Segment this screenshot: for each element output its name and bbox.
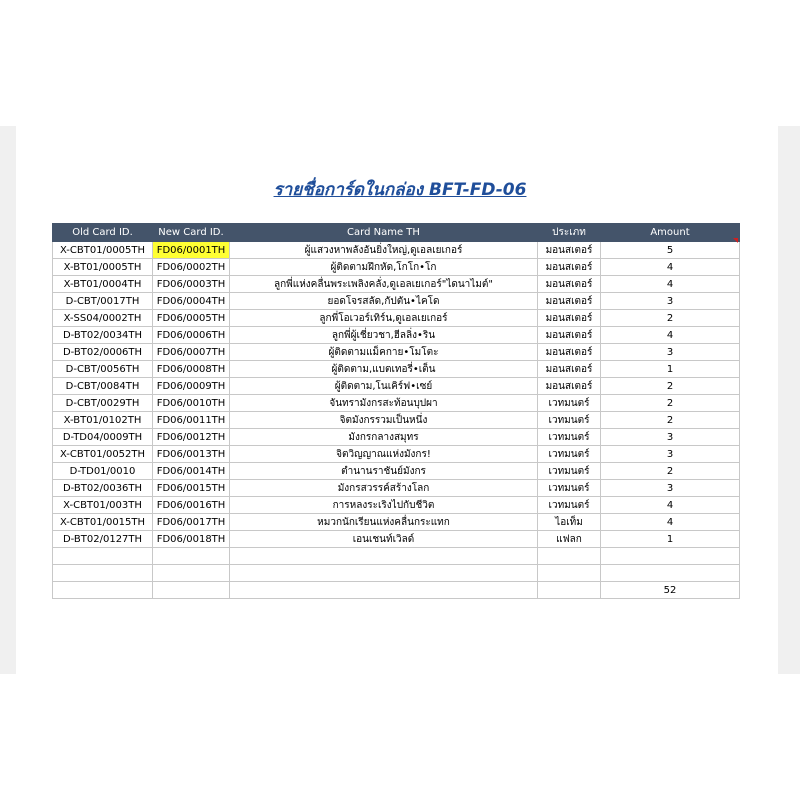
old-card-id-cell[interactable]: D-BT02/0127TH [53,531,153,548]
amount-cell[interactable]: 3 [601,293,740,310]
empty-cell[interactable] [53,565,153,582]
type-cell[interactable]: มอนสเตอร์ [538,293,601,310]
new-card-id-cell[interactable]: FD06/0004TH [153,293,230,310]
table-row [53,276,740,293]
empty-row [53,565,740,582]
amount-cell[interactable]: 3 [601,429,740,446]
amount-cell[interactable]: 4 [601,259,740,276]
table-row [53,259,740,276]
new-card-id-cell[interactable]: FD06/0012TH [153,429,230,446]
new-card-id-cell[interactable]: FD06/0009TH [153,378,230,395]
type-cell[interactable]: มอนสเตอร์ [538,310,601,327]
amount-cell[interactable]: 1 [601,531,740,548]
sheet-title: รายชื่อการ์ดในกล่อง BFT-FD-06 [273,180,527,200]
new-card-id-cell[interactable]: FD06/0003TH [153,276,230,293]
amount-cell[interactable]: 2 [601,378,740,395]
amount-cell[interactable]: 1 [601,361,740,378]
type-cell[interactable]: มอนสเตอร์ [538,327,601,344]
old-card-id-cell[interactable]: D-CBT/0084TH [53,378,153,395]
table-row [53,412,740,429]
table-row [53,293,740,310]
header-card-name[interactable]: Card Name TH [230,224,538,242]
type-cell[interactable]: มอนสเตอร์ [538,344,601,361]
old-card-id-cell[interactable]: D-BT02/0006TH [53,344,153,361]
header-old-card-id[interactable]: Old Card ID. [53,224,153,242]
table-row [53,242,740,259]
empty-cell[interactable] [153,565,230,582]
table-row [53,514,740,531]
card-name-cell[interactable]: ผู้ติดตาม,แบตเทอรี่•เต็น [230,361,538,378]
old-card-id-cell[interactable]: D-BT02/0034TH [53,327,153,344]
empty-row [53,548,740,565]
card-name-cell[interactable]: จันทรามังกรสะท้อนบุปผา [230,395,538,412]
header-new-card-id[interactable]: New Card ID. [153,224,230,242]
table-row [53,395,740,412]
new-card-id-cell[interactable]: FD06/0018TH [153,531,230,548]
old-card-id-cell[interactable]: X-CBT01/0052TH [53,446,153,463]
table-row [53,480,740,497]
table-row [53,531,740,548]
new-card-id-cell[interactable]: FD06/0007TH [153,344,230,361]
old-card-id-cell[interactable]: D-CBT/0017TH [53,293,153,310]
old-card-id-cell[interactable]: D-BT02/0036TH [53,480,153,497]
table-row [53,310,740,327]
type-cell[interactable]: เวทมนตร์ [538,480,601,497]
new-card-id-cell[interactable]: FD06/0013TH [153,446,230,463]
amount-cell[interactable]: 2 [601,310,740,327]
empty-cell[interactable] [230,582,538,599]
empty-cell[interactable] [53,582,153,599]
old-card-id-cell[interactable]: D-CBT/0056TH [53,361,153,378]
old-card-id-cell[interactable]: D-TD01/0010 [53,463,153,480]
card-name-cell[interactable]: มังกรสวรรค์สร้างโลก [230,480,538,497]
type-cell[interactable]: ไอเท็ม [538,514,601,531]
old-card-id-cell[interactable]: D-TD04/0009TH [53,429,153,446]
old-card-id-cell[interactable]: X-BT01/0102TH [53,412,153,429]
type-cell[interactable]: เวทมนตร์ [538,429,601,446]
type-cell[interactable]: มอนสเตอร์ [538,242,601,259]
amount-cell[interactable]: 2 [601,463,740,480]
empty-cell[interactable] [538,582,601,599]
comment-indicator-icon [733,238,738,243]
type-cell[interactable]: มอนสเตอร์ [538,276,601,293]
card-name-cell[interactable]: ยอดโจรสลัด,กัปตัน•ไคโด [230,293,538,310]
type-cell[interactable]: เวทมนตร์ [538,463,601,480]
old-card-id-cell[interactable]: D-CBT/0029TH [53,395,153,412]
card-name-cell[interactable]: ลูกพี่แห่งคลื่นพระเพลิงคลั่ง,ดูเอลเยเกอร์"ไดนาไมต์" [230,276,538,293]
amount-cell[interactable]: 4 [601,327,740,344]
amount-cell[interactable]: 3 [601,344,740,361]
empty-cell[interactable] [53,548,153,565]
old-card-id-cell[interactable]: X-SS04/0002TH [53,310,153,327]
new-card-id-cell[interactable]: FD06/0002TH [153,259,230,276]
table-row [53,344,740,361]
empty-cell[interactable] [601,565,740,582]
card-name-cell[interactable]: มังกรกลางสมุทร [230,429,538,446]
amount-cell[interactable]: 2 [601,395,740,412]
card-name-cell[interactable]: การหลงระเริงไปกับชีวิต [230,497,538,514]
new-card-id-cell[interactable]: FD06/0017TH [153,514,230,531]
old-card-id-cell[interactable]: X-BT01/0004TH [53,276,153,293]
amount-cell[interactable]: 5 [601,242,740,259]
type-cell[interactable]: มอนสเตอร์ [538,378,601,395]
amount-cell[interactable]: 4 [601,514,740,531]
card-name-cell[interactable]: จิตมังกรรวมเป็นหนึ่ง [230,412,538,429]
empty-cell[interactable] [153,582,230,599]
empty-cell[interactable] [601,548,740,565]
empty-cell[interactable] [230,565,538,582]
card-name-cell[interactable]: ผู้ติดตามแม็คกาย•โมโตะ [230,344,538,361]
table-row [53,327,740,344]
type-cell[interactable]: แฟลก [538,531,601,548]
header-amount[interactable]: Amount [601,224,740,242]
header-type[interactable]: ประเภท [538,224,601,242]
new-card-id-cell[interactable]: FD06/0008TH [153,361,230,378]
type-cell[interactable]: มอนสเตอร์ [538,361,601,378]
card-name-cell[interactable]: จิตวิญญาณแห่งมังกร! [230,446,538,463]
table-row [53,378,740,395]
empty-cell[interactable] [538,565,601,582]
amount-cell[interactable]: 4 [601,276,740,293]
table-row [53,446,740,463]
card-name-cell[interactable]: ผู้แสวงหาพลังอันยิ่งใหญ่,ดูเอลเยเกอร์ [230,242,538,259]
old-card-id-cell[interactable]: X-BT01/0005TH [53,259,153,276]
type-cell[interactable]: เวทมนตร์ [538,497,601,514]
amount-cell[interactable]: 3 [601,446,740,463]
table-row [53,361,740,378]
old-card-id-cell[interactable]: X-CBT01/0015TH [53,514,153,531]
card-name-cell[interactable]: ลูกพี่ผู้เชี่ยวชา,ฮีลลิ่ง•ริน [230,327,538,344]
empty-row [53,582,740,599]
new-card-id-cell[interactable]: FD06/0010TH [153,395,230,412]
old-card-id-cell[interactable]: X-CBT01/0005TH [53,242,153,259]
new-card-id-cell[interactable]: FD06/0011TH [153,412,230,429]
empty-cell[interactable] [230,548,538,565]
table-row [53,429,740,446]
type-cell[interactable]: เวทมนตร์ [538,412,601,429]
empty-cell[interactable] [153,548,230,565]
card-name-cell[interactable]: ลูกพี่โอเวอร์เทิร์น,ดูเอลเยเกอร์ [230,310,538,327]
card-name-cell[interactable]: หมวกนักเรียนแห่งคลื่นกระแทก [230,514,538,531]
header-row [53,224,740,242]
new-card-id-cell[interactable]: FD06/0001TH [153,242,230,259]
table-row [53,463,740,480]
amount-cell[interactable]: 3 [601,480,740,497]
old-card-id-cell[interactable]: X-CBT01/003TH [53,497,153,514]
card-name-cell[interactable]: ผู้ติดตาม,โนเคิร์ฟ•เซย์ [230,378,538,395]
type-cell[interactable]: เวทมนตร์ [538,446,601,463]
card-name-cell[interactable]: ผู้ติดตามฝึกหัด,โกโก•โก [230,259,538,276]
new-card-id-cell[interactable]: FD06/0006TH [153,327,230,344]
card-list-table [52,223,740,599]
table-row [53,497,740,514]
card-name-cell[interactable]: ตำนานราชันย์มังกร [230,463,538,480]
empty-cell[interactable] [538,548,601,565]
amount-total-cell[interactable]: 52 [601,582,740,599]
new-card-id-cell[interactable]: FD06/0014TH [153,463,230,480]
type-cell[interactable]: เวทมนตร์ [538,395,601,412]
amount-cell[interactable]: 4 [601,497,740,514]
new-card-id-cell[interactable]: FD06/0015TH [153,480,230,497]
amount-cell[interactable]: 2 [601,412,740,429]
new-card-id-cell[interactable]: FD06/0005TH [153,310,230,327]
card-name-cell[interactable]: เอนเชนท์เวิลด์ [230,531,538,548]
type-cell[interactable]: มอนสเตอร์ [538,259,601,276]
new-card-id-cell[interactable]: FD06/0016TH [153,497,230,514]
